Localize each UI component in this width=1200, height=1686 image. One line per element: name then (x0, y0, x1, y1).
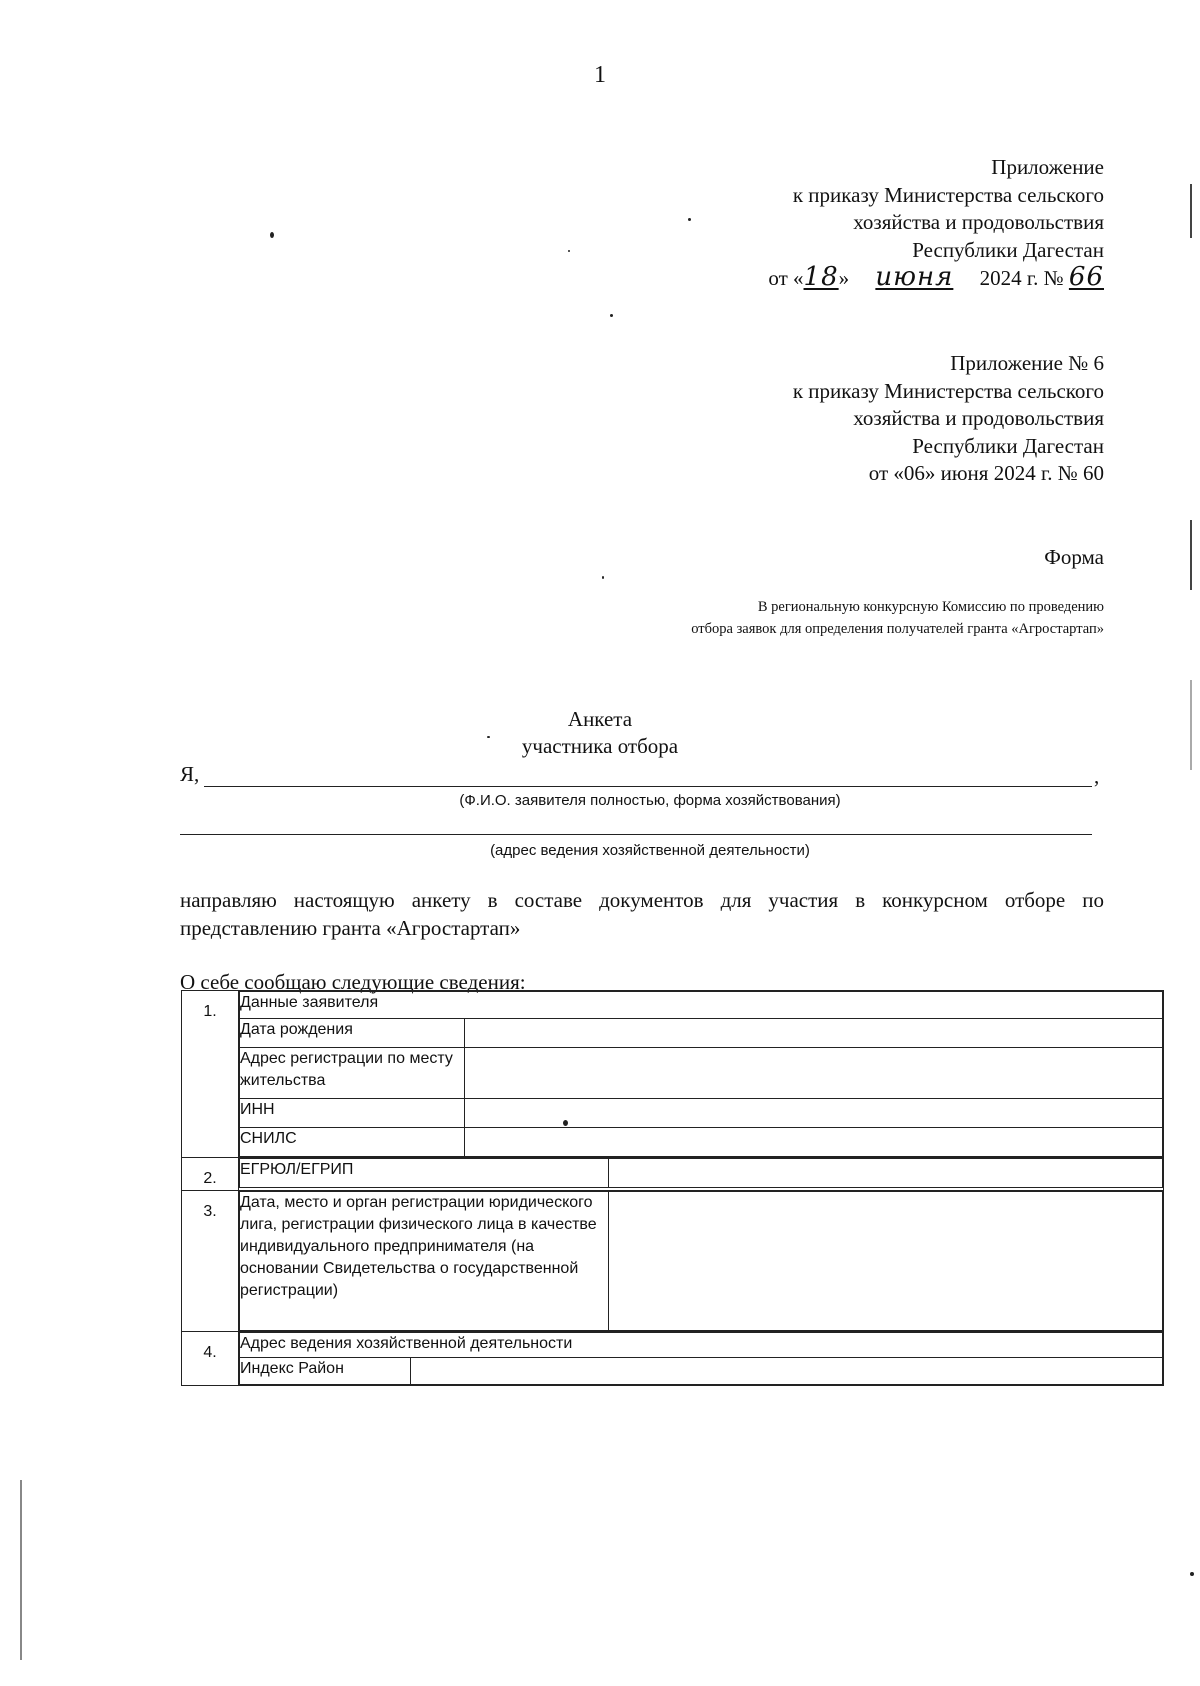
addressee-line: отбора заявок для определения получателей гранта «Агростартап» (691, 621, 1104, 637)
section-heading: Адрес ведения хозяйственной деятельности (240, 1333, 1163, 1358)
appendix-previous (793, 350, 1104, 488)
appendix-previous-line: к приказу Министерства сельского (792, 378, 1104, 403)
field-label: СНИЛС (240, 1128, 465, 1157)
form-label: Форма (1044, 545, 1104, 569)
scan-edge-mark (1190, 520, 1192, 590)
appendix-previous-line: Республики Дагестан (912, 433, 1104, 458)
registration-info-subtable (239, 1191, 1163, 1331)
table-row (182, 1191, 1164, 1332)
field-label: ИНН (240, 1099, 465, 1128)
field-row (240, 1019, 1163, 1048)
title-line-1: Анкета (567, 707, 633, 731)
date-year: 2024 г. № (974, 266, 1069, 290)
page-number: 1 (594, 62, 606, 88)
registration-info-field[interactable] (609, 1192, 1163, 1331)
field-row (240, 1099, 1163, 1128)
business-address-cell (239, 1332, 1164, 1386)
addressee-line: В региональную конкурсную Комиссию по проведению (757, 599, 1104, 615)
index-district-field[interactable] (411, 1358, 1163, 1385)
egrul-cell (239, 1158, 1164, 1191)
applicant-name-line (204, 786, 1092, 787)
row-number: 3. (182, 1191, 239, 1332)
scan-speck (610, 314, 613, 317)
applicant-suffix: , (1094, 764, 1100, 788)
section-heading: Данные заявителя (240, 992, 1163, 1019)
row-number: 2. (182, 1158, 239, 1191)
scan-edge-mark (1190, 184, 1192, 238)
applicant-data-cell (239, 991, 1164, 1158)
date-prefix: от « (768, 266, 804, 290)
caption-name: (Ф.И.О. заявителя полностью, форма хозяйствования) (459, 792, 841, 809)
document-title (180, 706, 1020, 760)
intro-text: О себе сообщаю следующие сведения: (180, 970, 526, 994)
questionnaire-table (181, 990, 1164, 1386)
scan-edge-mark (1190, 680, 1192, 770)
scan-edge-mark (20, 1480, 22, 1660)
table-row (182, 1332, 1164, 1386)
caption-address: (адрес ведения хозяйственной деятельности) (490, 842, 810, 859)
handwritten-day: 18 (803, 262, 839, 292)
appendix-current-line: к приказу Министерства сельского (792, 182, 1104, 207)
registration-info-cell (239, 1191, 1164, 1332)
statement-paragraph: направляю настоящую анкету в составе документов для участия в конкурсном отборе по представлению гранта «Агростартап» (180, 888, 1104, 940)
egrul-field[interactable] (609, 1159, 1163, 1188)
field-label: Индекс Район (240, 1358, 411, 1385)
birth-date-field[interactable] (465, 1019, 1163, 1048)
appendix-current-date (768, 264, 1104, 293)
appendix-current (768, 154, 1104, 293)
scan-speck (563, 1120, 568, 1126)
scan-speck (487, 736, 490, 738)
egrul-subtable (239, 1158, 1163, 1188)
title-line-2: участника отбора (521, 734, 679, 758)
snils-field[interactable] (465, 1128, 1163, 1157)
appendix-previous-line: хозяйства и продовольствия (853, 406, 1104, 430)
appendix-previous-line: Приложение № 6 (950, 351, 1104, 375)
scan-speck (270, 232, 274, 238)
table-row (182, 991, 1164, 1158)
appendix-current-line: Республики Дагестан (912, 237, 1104, 262)
scan-speck (602, 576, 604, 579)
handwritten-month: июня (875, 262, 954, 292)
field-label: Адрес регистрации по месту жительства (240, 1048, 465, 1099)
table-row (182, 1158, 1164, 1191)
scan-speck (688, 218, 691, 221)
appendix-previous-line: от «06» июня 2024 г. № 60 (868, 461, 1104, 485)
row-number: 4. (182, 1332, 239, 1386)
handwritten-number: 66 (1068, 262, 1104, 292)
field-label: Дата рождения (240, 1019, 465, 1048)
business-address-subtable (239, 1332, 1163, 1385)
field-row (240, 1048, 1163, 1099)
applicant-prefix: Я, (180, 762, 200, 786)
applicant-data-subtable (239, 991, 1163, 1157)
applicant-address-line (180, 834, 1092, 835)
appendix-current-line: Приложение (991, 155, 1104, 179)
scan-speck (1190, 1572, 1194, 1576)
field-label: Дата, место и орган регистрации юридического лига, регистрации физического лица в качестве индивидуального предпринимателя (на основании Свидетельства о государственной регистрации) (240, 1192, 609, 1331)
inn-field[interactable] (465, 1099, 1163, 1128)
appendix-current-line: хозяйства и продовольствия (853, 210, 1104, 234)
registration-address-field[interactable] (465, 1048, 1163, 1099)
addressee (691, 596, 1104, 640)
field-row (240, 1128, 1163, 1157)
scan-speck (568, 250, 570, 252)
field-label: ЕГРЮЛ/ЕГРИП (240, 1159, 609, 1188)
row-number: 1. (182, 991, 239, 1158)
date-mid: » (838, 266, 855, 290)
